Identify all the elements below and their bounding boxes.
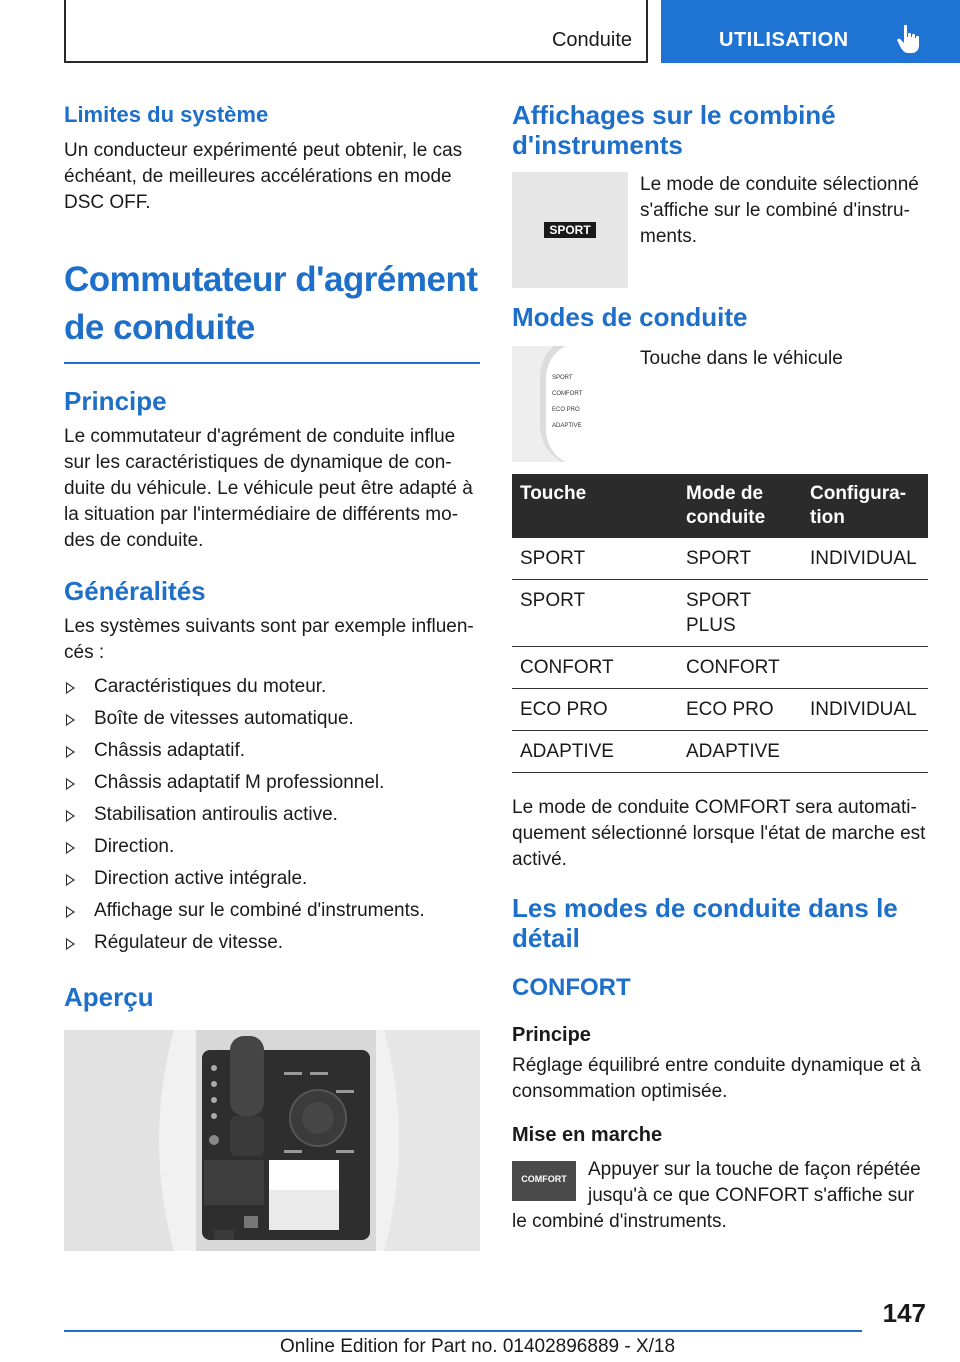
table-header-cell: Configura-tion xyxy=(802,474,928,538)
display-heading: Affichages sur le combiné d'instruments xyxy=(512,100,836,160)
detail-heading: Les modes de conduite dans le détail xyxy=(512,893,898,953)
header-section-box xyxy=(64,0,648,63)
comfort-auto-paragraph: Le mode de conduite COMFORT sera automati-quement sélectionné lorsque l'état de marche est activé. xyxy=(512,797,926,870)
table-row xyxy=(512,538,928,580)
triangle-bullet-icon xyxy=(66,842,75,854)
list-item: Affichage sur le combiné d'instruments. xyxy=(64,898,480,924)
section-title: Conduite xyxy=(551,29,632,51)
main-title-line1: Commutateur d'agrément xyxy=(64,260,478,299)
table-cell: ADAPTIVE xyxy=(678,731,802,773)
table-cell: SPORT PLUS xyxy=(678,580,802,647)
limits-heading: Limites du système xyxy=(64,102,269,127)
mise-en-marche-subheading: Mise en marche xyxy=(512,1124,663,1146)
mode-buttons-thumbnail xyxy=(512,346,628,462)
right-column xyxy=(512,100,928,1235)
table-header-cell: Mode de conduite xyxy=(678,474,802,538)
button-figure-row xyxy=(512,346,928,462)
list-item: Châssis adaptatif. xyxy=(64,738,480,764)
table-row xyxy=(512,580,928,647)
general-paragraph: Les systèmes suivants sont par exemple influen-cés : xyxy=(64,616,474,663)
table-cell xyxy=(802,647,928,689)
comfort-button-image xyxy=(512,1161,576,1201)
center-console-image xyxy=(64,1030,480,1251)
triangle-bullet-icon xyxy=(66,714,75,726)
general-heading: Généralités xyxy=(64,576,206,606)
display-paragraph: Le mode de conduite sélectionné s'affiche sur le combiné d'instru-ments. xyxy=(640,174,919,247)
table-cell: CONFORT xyxy=(678,647,802,689)
table-row xyxy=(512,647,928,689)
systems-list xyxy=(64,674,480,956)
table-cell: ECO PRO xyxy=(678,689,802,731)
adaptive-button-label: ADAPTIVE xyxy=(552,423,582,429)
triangle-bullet-icon xyxy=(66,874,75,886)
triangle-bullet-icon xyxy=(66,906,75,918)
eco-pro-button-label: ECO PRO xyxy=(552,407,580,413)
table-cell: INDIVIDUAL xyxy=(802,689,928,731)
list-item: Direction. xyxy=(64,834,480,860)
comfort-button-label: COMFORT xyxy=(552,391,583,397)
table-cell: SPORT xyxy=(678,538,802,580)
mise-en-marche-paragraph: Appuyer sur la touche de façon répétée jusqu'à ce que CONFORT s'affiche sur le combiné d'instruments. xyxy=(512,1159,921,1232)
triangle-bullet-icon xyxy=(66,746,75,758)
modes-table xyxy=(512,474,928,773)
overview-heading: Aperçu xyxy=(64,982,154,1012)
mise-en-marche-block xyxy=(512,1157,928,1235)
display-thumbnail xyxy=(512,172,628,288)
left-column xyxy=(64,100,480,1251)
triangle-bullet-icon xyxy=(66,810,75,822)
main-title-line2: de conduite xyxy=(64,308,255,347)
list-item: Stabilisation antiroulis active. xyxy=(64,802,480,828)
table-cell xyxy=(802,731,928,773)
principle-paragraph: Le commutateur d'agrément de conduite influe sur les caractéristiques de dynamique de con-duite du véhicule. Le véhicule peut être adapté à la situation par l'intermédiaire de différents mo-des de conduite. xyxy=(64,426,473,551)
table-cell: SPORT xyxy=(512,538,678,580)
chapter-title: UTILISATION xyxy=(719,29,849,51)
hand-pointer-icon xyxy=(897,24,919,59)
principle-heading: Principe xyxy=(64,386,167,416)
table-header-cell: Touche xyxy=(512,474,678,538)
list-item: Régulateur de vitesse. xyxy=(64,930,480,956)
list-item: Châssis adaptatif M professionnel. xyxy=(64,770,480,796)
button-paragraph: Touche dans le véhicule xyxy=(640,348,843,369)
comfort-badge-label: COMFORT xyxy=(521,1174,567,1184)
table-cell: ADAPTIVE xyxy=(512,731,678,773)
sport-button-label: SPORT xyxy=(552,375,573,381)
list-item: Direction active intégrale. xyxy=(64,866,480,892)
list-item: Boîte de vitesses automatique. xyxy=(64,706,480,732)
limits-paragraph: Un conducteur expérimenté peut obtenir, le cas échéant, de meilleures accélérations en mode DSC OFF. xyxy=(64,140,463,213)
table-header-row xyxy=(512,474,928,538)
triangle-bullet-icon xyxy=(66,938,75,950)
footer-edition: Online Edition for Part no. 01402896889 - X/18 xyxy=(280,1336,676,1357)
table-cell: ECO PRO xyxy=(512,689,678,731)
table-cell xyxy=(802,580,928,647)
display-figure-row xyxy=(512,172,928,288)
principe-subheading: Principe xyxy=(512,1024,591,1046)
table-row xyxy=(512,689,928,731)
list-item: Caractéristiques du moteur. xyxy=(64,674,480,700)
header-chapter-box xyxy=(661,0,960,63)
page-number: 147 xyxy=(882,1298,926,1328)
table-cell: SPORT xyxy=(512,580,678,647)
triangle-bullet-icon xyxy=(66,682,75,694)
table-cell: INDIVIDUAL xyxy=(802,538,928,580)
table-cell: CONFORT xyxy=(512,647,678,689)
confort-heading: CONFORT xyxy=(512,974,631,1001)
triangle-bullet-icon xyxy=(66,778,75,790)
principe-paragraph: Réglage équilibré entre conduite dynamique et à consommation optimisée. xyxy=(512,1055,921,1102)
footer-divider xyxy=(64,1330,862,1332)
modes-heading: Modes de conduite xyxy=(512,302,748,332)
table-row xyxy=(512,731,928,773)
sport-display-badge: SPORT xyxy=(544,222,596,238)
